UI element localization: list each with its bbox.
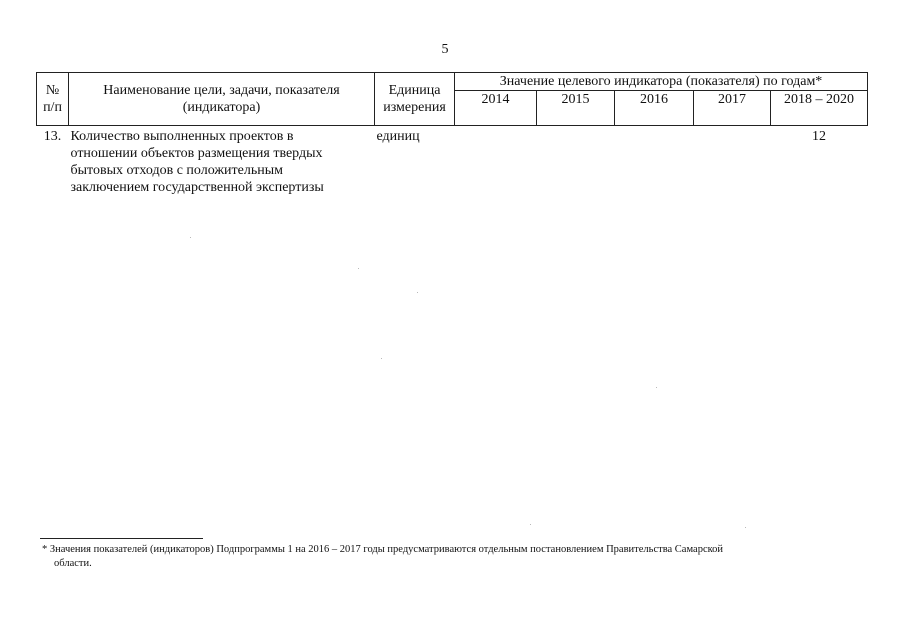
header-year-2016: 2016 <box>615 91 694 126</box>
header-target-values: Значение целевого индикатора (показателя) по годам* <box>455 73 868 91</box>
scan-speck <box>745 527 746 528</box>
footnote-line-1: * Значения показателей (индикаторов) Подпрограммы 1 на 2016 – 2017 годы предусматриваются отдельным постановлением Правительства Самарской <box>42 544 724 555</box>
scan-speck <box>190 237 191 238</box>
footnote <box>42 543 862 571</box>
scan-speck <box>656 387 657 388</box>
scan-speck <box>358 268 359 269</box>
header-number: № п/п <box>37 73 69 126</box>
header-unit: Единица измерения <box>375 73 455 126</box>
scan-speck <box>530 524 531 525</box>
row-indicator-name: Количество выполненных проектов в отношении объектов размещения твердых бытовых отходов с положительным заключением государственной экспертизы <box>70 129 324 195</box>
header-year-2017: 2017 <box>694 91 771 126</box>
row-value-2018-2020: 12 <box>812 129 827 144</box>
row-value-2016 <box>615 126 694 197</box>
row-value-2017 <box>694 126 771 197</box>
scan-speck <box>381 358 382 359</box>
footnote-line-2: области. <box>54 558 92 569</box>
scan-speck <box>417 292 418 293</box>
page-number: 5 <box>441 42 449 57</box>
row-value-2014 <box>455 126 537 197</box>
header-year-2018-2020: 2018 – 2020 <box>771 91 868 126</box>
row-value-2015 <box>537 126 615 197</box>
indicators-table <box>36 72 868 196</box>
row-number: 13. <box>43 129 62 144</box>
header-name: Наименование цели, задачи, показателя (индикатора) <box>69 73 375 126</box>
header-year-2015: 2015 <box>537 91 615 126</box>
footnote-divider <box>40 538 203 539</box>
header-year-2014: 2014 <box>455 91 537 126</box>
table-row <box>37 126 868 197</box>
row-unit: единиц <box>376 129 420 144</box>
